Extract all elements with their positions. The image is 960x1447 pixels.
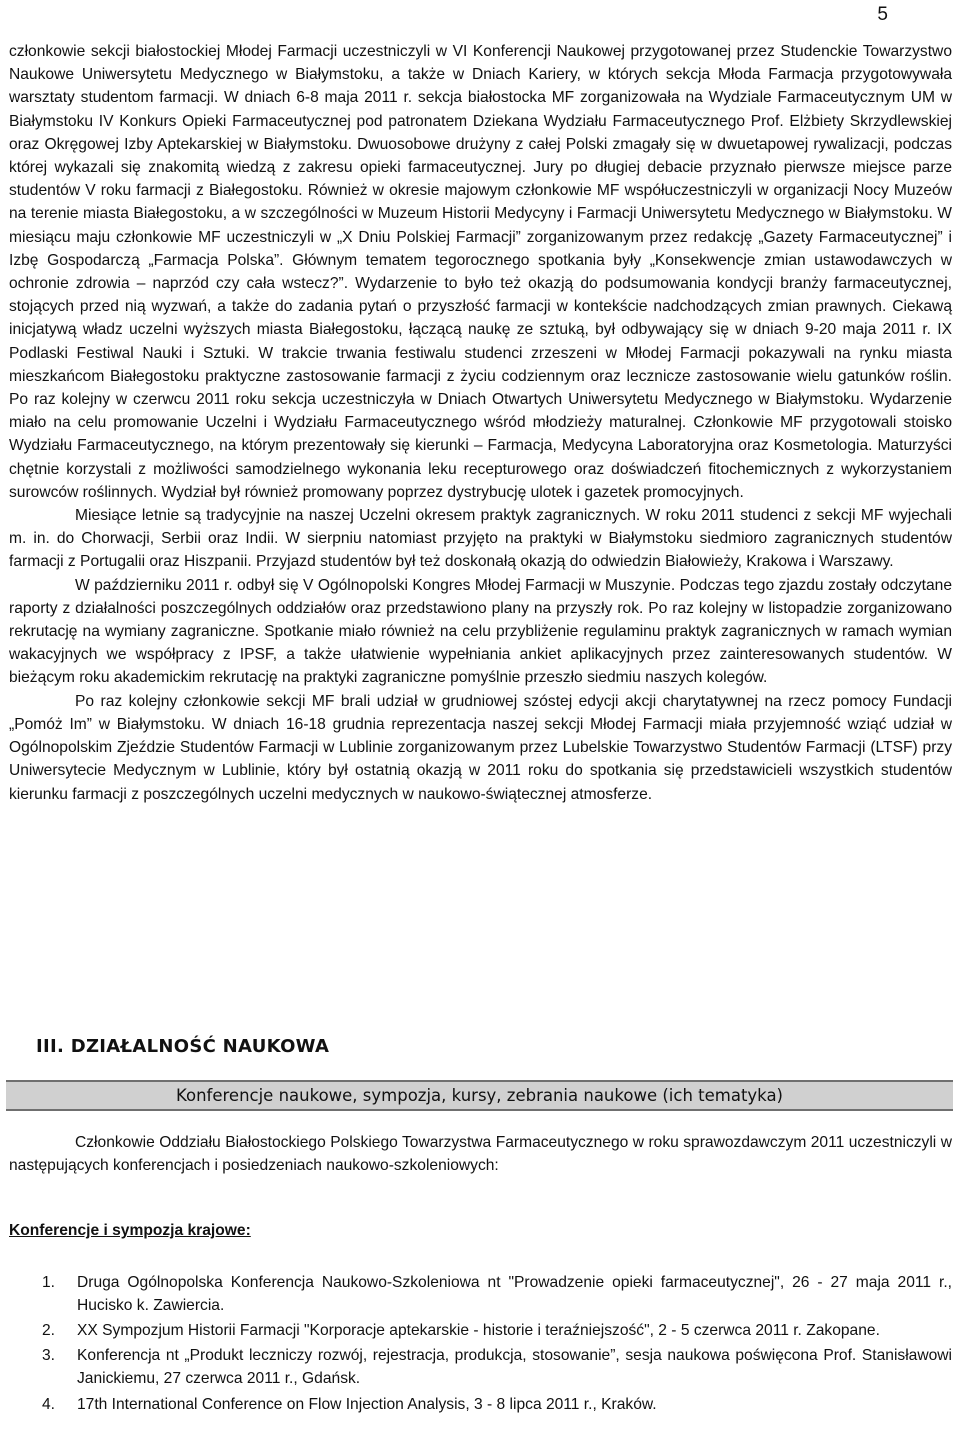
list-item-number: 3. [42, 1347, 56, 1365]
conference-list [9, 1271, 952, 1416]
paragraph-charity-december: Po raz kolejny członkowie sekcji MF brali udział w grudniowej szóstej edycji akcji charytatywnej na rzecz pomocy Fundacji „Pomóż Im” w Białymstoku. W dniach 16-18 grudnia reprezentacja naszej sekcji Młodej Farmacji miała przyjemność wziąć udział w Ogólnopolskim Zjeździe Studentów Farmacji w Lublinie zorganizowanym przez Lubelskie Towarzystwo Studentów Farmacji (LTSF) przy Uniwersytecie Medycznym w Lublinie, który był ostatnią okazją w 2011 roku do spotkania się przedstawicieli wszystkich studentów kierunku farmacji z poszczególnych uczelni medycznych w naukowo-świątecznej atmosferze. [9, 692, 952, 803]
conferences-intro: Członkowie Oddziału Białostockiego Polskiego Towarzystwa Farmaceutycznego w roku sprawozdawczym 2011 uczestniczyli w następujących konferencjach i posiedzeniach naukowo-szkoleniowych: [9, 1134, 952, 1175]
conferences-section [9, 1131, 952, 1418]
list-item [9, 1344, 952, 1390]
list-item-text: XX Sympozjum Historii Farmacji "Korporacje aptekarskie - historie i teraźniejszość", 2 - 5 czerwca 2011 r. Zakopane. [77, 1322, 880, 1340]
list-item [9, 1393, 952, 1416]
paragraph-summer-practice: Miesiące letnie są tradycyjnie na naszej Uczelni okresem praktyk zagranicznych. W roku 2011 studenci z sekcji MF wyjechali m. in. do Chorwacji, Serbii oraz Indii. W sierpniu natomiast przyjęto na praktyki w Białymstoku siedmioro zagranicznych studentów farmacji z Portugalii oraz Hiszpanii. Przyjazd studentów był też doskonałą okazją do odwiedzin Białowieży, Krakowa i Warszawy. [9, 507, 952, 571]
list-item-text: Druga Ogólnopolska Konferencja Naukowo-Szkoleniowa nt "Prowadzenie opieki farmaceutycznej", 26 - 27 maja 2011 r., Hucisko k. Zawiercia. [77, 1273, 952, 1314]
list-item-number: 2. [42, 1322, 56, 1340]
list-item-number: 4. [42, 1395, 56, 1413]
page-number: 5 [877, 4, 888, 25]
subsection-title: Konferencje naukowe, sympozja, kursy, zebrania naukowe (ich tematyka) [175, 1086, 783, 1105]
list-item-number: 1. [42, 1273, 56, 1291]
report-body [9, 40, 952, 806]
paragraph-october-congress: W październiku 2011 r. odbył się V Ogólnopolski Kongres Młodej Farmacji w Muszynie. Podczas tego zjazdu zostały odczytane raporty z działalności poszczególnych oddziałów oraz przedstawiono plany na przyszły rok. Po raz kolejny w listopadzie zorganizowano rekrutację na wymiany zagraniczne. Spotkanie miało również na celu przybliżenie regulaminu praktyk zagranicznych w ramach wymian wakacyjnych we współpracy z IPSF, a także ułatwienie wypełniania ankiet aplikacyjnych przez zainteresowanych studentów. W bieżącym roku akademickim rekrutację na praktyki zagraniczne pomyślnie przeszło siedmiu naszych kolegów. [9, 576, 952, 687]
list-item [9, 1319, 952, 1342]
list-item-text: 17th International Conference on Flow Injection Analysis, 3 - 8 lipca 2011 r., Kraków. [77, 1395, 657, 1413]
national-conferences-title: Konferencje i sympozja krajowe: [9, 1222, 251, 1240]
paragraph-mf-activities: członkowie sekcji białostockiej Młodej Farmacji uczestniczyli w VI Konferencji Naukowej przygotowanej przez Studenckie Towarzystwo Naukowe Uniwersytetu Medycznego w Białymstoku, a także w Dniach Kariery, w których sekcja Młoda Farmacja przygotowywała warsztaty studentom farmacji. W dniach 6-8 maja 2011 r. sekcja białostocka MF zorganizowała na Wydziale Farmaceutycznym UM w Białymstoku IV Konkurs Opieki Farmaceutycznej pod patronatem Dziekana Wydziału Farmaceutycznego Prof. Elżbiety Skrzydlewskiej oraz Okręgowej Izby Aptekarskiej w Białymstoku. Dwuosobowe drużyny z całej Polski zmagały się w dwuetapowej rywalizacji, podczas której wykazali się znakomitą wiedzą z zakresu opieki farmaceutycznej. Jury po długiej debacie przyznało pierwsze miejsce parze studentów V roku farmacji z Białegostoku. Również w okresie majowym członkowie MF współuczestniczyli w organizacji Nocy Muzeów na terenie miasta Białegostoku, a w szczególności w Muzeum Historii Medycyny i Farmacji Uniwersytetu Medycznego w Białymstoku. W miesiącu maju członkowie MF uczestniczyli w „X Dniu Polskiej Farmacji” zorganizowanym przez redakcję „Gazety Farmaceutycznej” i Izbę Gospodarczą „Farmacja Polska”. Głównym tematem tegorocznego spotkania były „Konsekwencje zmian ustawodawczych w ochronie zdrowia – naprzód czy cała wstecz?”. Wydarzenie to było też okazją do podsumowania kondycji branży farmaceutycznej, stojących przed nią wyzwań, a także do zadania pytań o przyszłość farmacji w kontekście nadchodzących zmian prawnych. Ciekawą inicjatywą władz uczelni wyższych miasta Białegostoku, łączącą naukę ze sztuką, był odbywający się w dniach 9-20 maja 2011 r. IX Podlaski Festiwal Nauki i Sztuki. W trakcie trwania festiwalu studenci zrzeszeni w Młodej Farmacji pokazywali na rynku miasta mieszkańcom Białegostoku praktyczne zastosowanie farmacji z życiu codziennym oraz lecznicze zastosowanie wielu gatunków roślin. Po raz kolejny w czerwcu 2011 roku sekcja uczestniczyła w Dniach Otwartych Uniwersytetu Medycznego w Białymstoku. Wydarzenie miało na celu promowanie Uczelni i Wydziału Farmaceutycznego wśród młodzieży maturalnej. Członkowie MF przygotowali stoisko Wydziału Farmaceutycznego, na którym prezentowały się kierunki – Farmacja, Medycyna Laboratoryjna oraz Kosmetologia. Maturzyści chętnie korzystali z możliwości samodzielnego wykonania leku recepturowego oraz doświadczeń fitochemicznych z wykorzystaniem surowców roślinnych. Wydział był również promowany poprzez dystrybucję ulotek i gazetek promocyjnych. [9, 43, 952, 501]
list-item [9, 1271, 952, 1317]
subsection-title-box [6, 1080, 953, 1111]
section-heading: III. DZIAŁALNOŚĆ NAUKOWA [36, 1036, 330, 1057]
list-item-text: Konferencja nt „Produkt leczniczy rozwój, rejestracja, produkcja, stosowanie”, sesja naukowa poświęcona Prof. Stanisławowi Janickiemu, 27 czerwca 2011 r., Gdańsk. [77, 1347, 952, 1388]
